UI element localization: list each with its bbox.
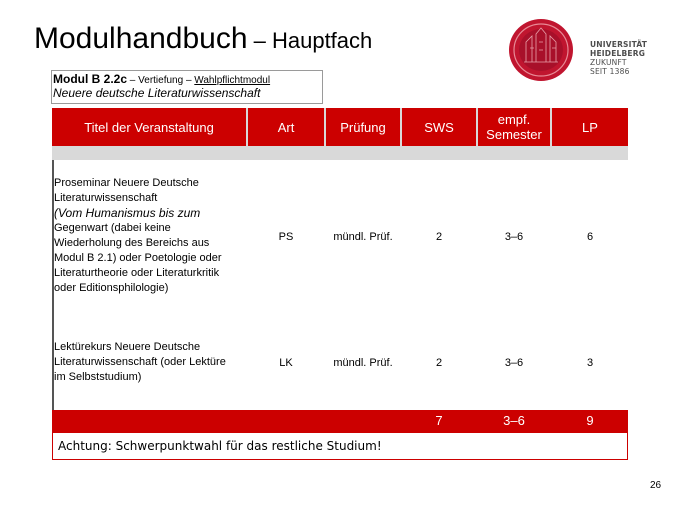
course-line: Literaturtheorie oder Literaturkritik — [54, 267, 220, 279]
course-line: oder Editionsphilologie) — [54, 282, 169, 294]
row1-pruefung: mündl. Prüf. — [333, 231, 393, 243]
header-divider-strip — [478, 146, 550, 160]
header-semester — [478, 108, 550, 146]
university-seal-icon — [508, 18, 574, 82]
header-pruefung: Prüfung — [340, 119, 386, 135]
warning-note: Achtung: Schwerpunktwahl für das restliche Studium! — [52, 432, 628, 460]
table-total-row — [52, 410, 628, 432]
module-subtitle: Neuere deutsche Literaturwissenschaft — [53, 86, 261, 100]
header-divider-strip — [248, 146, 324, 160]
title-main: Modulhandbuch — [34, 22, 248, 55]
row1-lp: 6 — [586, 231, 594, 243]
column-divider — [400, 108, 402, 160]
total-lp: 9 — [586, 413, 594, 428]
title-sub: – Hauptfach — [247, 28, 373, 53]
course-line: Literaturwissenschaft (oder Lektüre — [54, 356, 226, 368]
module-type: Wahlpflichtmodul — [194, 75, 271, 86]
logo-line-1: UNIVERSITÄT — [590, 40, 648, 49]
module-code: Modul B 2.2c — [53, 72, 128, 86]
course-line: Lektürekurs Neuere Deutsche — [54, 341, 201, 353]
header-title: Titel der Veranstaltung — [84, 119, 214, 135]
course-title-lektuerekurs — [54, 340, 226, 385]
header-divider-strip — [552, 146, 628, 160]
course-line: Literaturwissenschaft — [54, 192, 158, 204]
header-divider-strip — [402, 146, 476, 160]
header-sws: SWS — [424, 119, 454, 135]
row2-lp: 3 — [586, 357, 594, 369]
university-wordmark — [590, 40, 647, 76]
column-divider — [550, 108, 552, 160]
total-semester: 3–6 — [503, 413, 525, 428]
header-divider-strip — [52, 146, 246, 160]
logo-line-4: SEIT 1386 — [590, 67, 630, 76]
logo-line-2: HEIDELBERG — [590, 49, 646, 58]
page-title — [34, 22, 372, 56]
course-title-proseminar — [54, 176, 222, 296]
header-semester-line2: Semester — [486, 127, 542, 142]
row2-semester: 3–6 — [504, 357, 524, 369]
column-divider — [476, 108, 478, 160]
module-heading — [53, 72, 322, 86]
table-header-row — [52, 108, 628, 146]
course-line: im Selbststudium) — [54, 371, 142, 383]
module-dash: – Vertiefung – — [127, 75, 195, 86]
logo-line-3: ZUKUNFT — [590, 58, 627, 67]
row2-pruefung: mündl. Prüf. — [333, 357, 393, 369]
row2-art: LK — [279, 357, 293, 369]
row1-semester: 3–6 — [504, 231, 524, 243]
column-divider — [246, 108, 248, 160]
course-line: (Vom Humanismus bis zum — [54, 206, 201, 220]
header-semester-line1: empf. — [497, 112, 531, 127]
university-logo — [508, 18, 658, 82]
course-line: Modul B 2.1) oder Poetologie oder — [54, 252, 222, 264]
course-line: Proseminar Neuere Deutsche — [54, 177, 199, 189]
course-line: Wiederholung des Bereichs aus — [54, 237, 210, 249]
header-lp: LP — [582, 119, 598, 135]
row1-art: PS — [278, 231, 294, 243]
total-sws: 7 — [435, 413, 443, 428]
row1-sws: 2 — [435, 231, 443, 243]
module-info-box — [51, 70, 323, 104]
course-line: Gegenwart (dabei keine — [54, 222, 171, 234]
header-art: Art — [277, 119, 295, 135]
column-divider — [324, 108, 326, 160]
page-number: 26 — [650, 480, 662, 491]
row2-sws: 2 — [435, 357, 443, 369]
header-divider-strip — [326, 146, 400, 160]
